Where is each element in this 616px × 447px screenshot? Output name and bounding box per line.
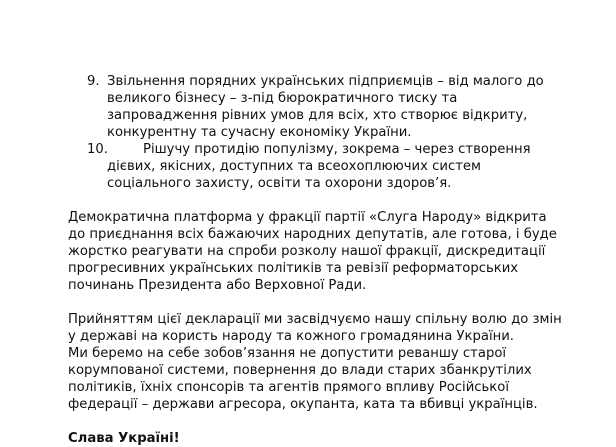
document-page [68, 73, 588, 447]
paragraph-line: корумпованої системи, повернення до влади старих збанкрутілих [68, 363, 532, 378]
list-item-number: 10. [87, 142, 108, 157]
numbered-list [68, 73, 588, 192]
paragraph-line: політиків, їхніх спонсорів та агентів прямого впливу Російської [68, 380, 509, 395]
list-item-line: соціального захисту, освіти та охорони здоров’я. [107, 176, 452, 191]
list-item-line: великого бізнесу – з-під бюрократичного тиску та [107, 91, 458, 106]
paragraph-line: починань Президента або Верховної Ради. [68, 278, 367, 293]
list-item-line-text: Рішучу протидію популізму, зокрема – через створення [143, 142, 531, 157]
paragraph-declaration [68, 311, 588, 413]
list-item [68, 73, 588, 141]
closing-slogan: Слава Україні! [68, 431, 180, 446]
list-item-line: запровадження рівних умов для всіх, хто створює відкриту, [107, 108, 528, 123]
paragraph-line: у державі на користь народу та кожного громадянина України. [68, 329, 514, 344]
paragraph-line: жорстко реагувати на спроби розколу нашої фракції, дискредитації [68, 244, 546, 259]
list-item-number: 9. [87, 74, 100, 89]
paragraph-line: до приєднання всіх бажаючих народних депутатів, але готова, і буде [68, 227, 557, 242]
paragraph-platform [68, 209, 588, 294]
paragraph-line: прогресивних українських політиків та ревізії реформаторських [68, 261, 519, 276]
paragraph-line: Ми беремо на себе зобов’язання не допустити реваншу старої [68, 346, 507, 361]
list-item-line [107, 141, 588, 158]
list-item [68, 141, 588, 192]
paragraph-line: Демократична платформа у фракції партії «Слуга Народу» відкрита [68, 210, 547, 225]
paragraph-line: Прийняттям цієї декларації ми засвідчуємо нашу спільну волю до змін [68, 312, 562, 327]
paragraph-line: федерації – держави агресора, окупанта, ката та вбивці українців. [68, 397, 538, 412]
list-item-line: конкурентну та сучасну економіку України. [107, 125, 412, 140]
list-item-line: Звільнення порядних українських підприємців – від малого до [107, 74, 544, 89]
list-item-line: дієвих, якісних, доступних та всеохоплюючих систем [107, 159, 481, 174]
